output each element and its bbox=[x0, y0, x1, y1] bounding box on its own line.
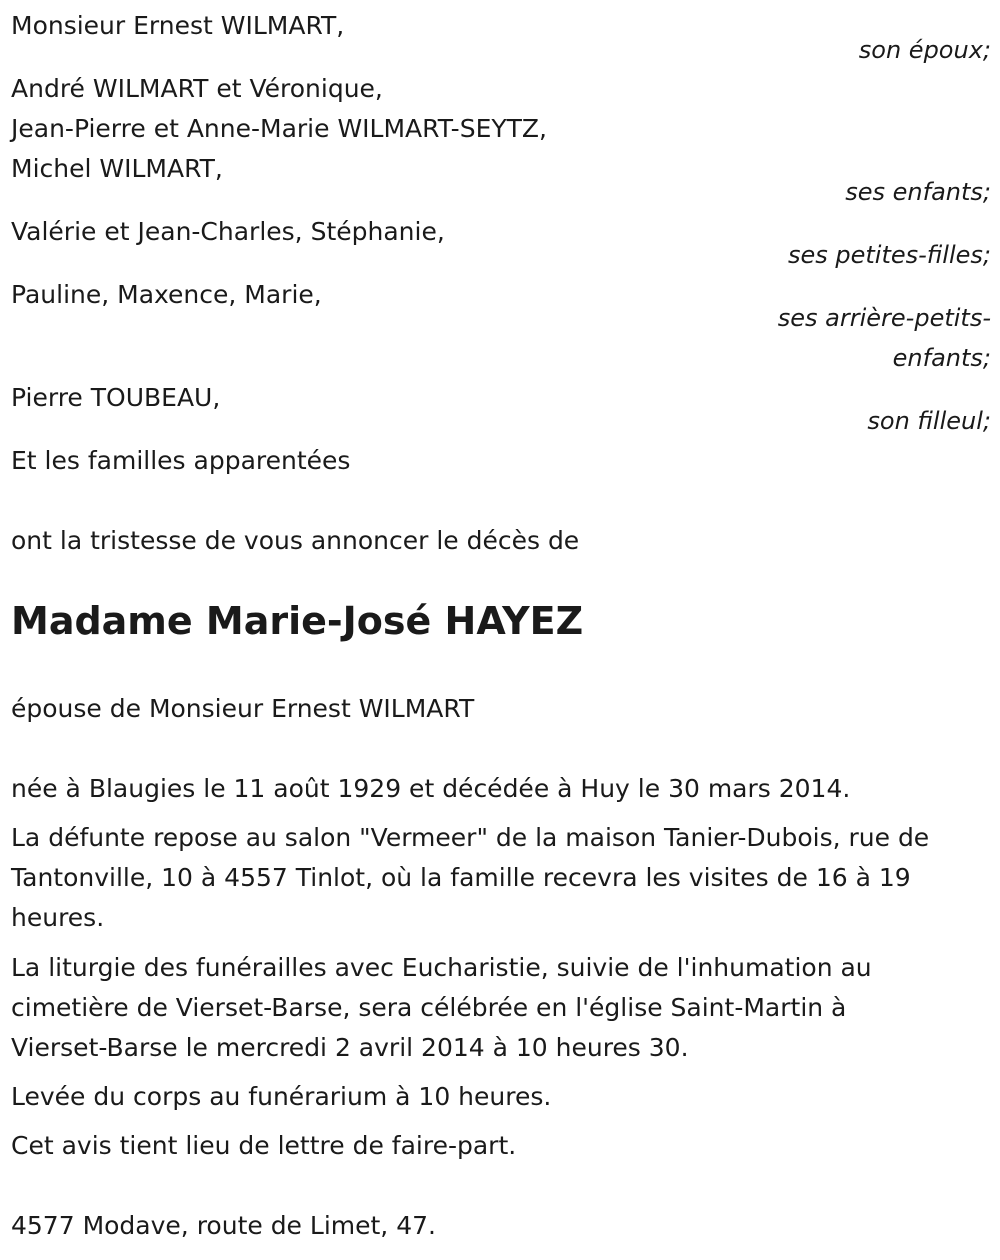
godson-name: Pierre TOUBEAU, bbox=[11, 383, 221, 412]
notice-line: Cet avis tient lieu de lettre de faire-part. bbox=[11, 1131, 517, 1160]
resting-place-line: heures. bbox=[11, 903, 105, 932]
grandchildren-names: Valérie et Jean-Charles, Stéphanie, bbox=[11, 217, 445, 246]
liturgy-line: La liturgie des funérailles avec Eucharistie, suivie de l'inhumation au bbox=[11, 953, 872, 982]
godson-role: son filleul; bbox=[867, 407, 991, 435]
resting-place-line: La défunte repose au salon "Vermeer" de la maison Tanier-Dubois, rue de bbox=[11, 823, 930, 852]
levee-line: Levée du corps au funérarium à 10 heures. bbox=[11, 1082, 552, 1111]
relatives-line: Et les familles apparentées bbox=[11, 446, 351, 475]
child-name: André WILMART et Véronique, bbox=[11, 74, 383, 103]
children-role: ses enfants; bbox=[845, 178, 991, 206]
great-grandchildren-role: enfants; bbox=[892, 344, 991, 372]
spouse-role: son époux; bbox=[858, 36, 991, 64]
spouse-name: Monsieur Ernest WILMART, bbox=[11, 11, 345, 40]
child-name: Jean-Pierre et Anne-Marie WILMART-SEYTZ, bbox=[11, 114, 547, 143]
address-line: 4577 Modave, route de Limet, 47. bbox=[11, 1211, 436, 1240]
resting-place-line: Tantonville, 10 à 4557 Tinlot, où la famille recevra les visites de 16 à 19 bbox=[11, 863, 911, 892]
liturgy-line: cimetière de Vierset-Barse, sera célébrée en l'église Saint-Martin à bbox=[11, 993, 847, 1022]
deceased-name: Madame Marie-José HAYEZ bbox=[11, 599, 584, 643]
announcement-intro: ont la tristesse de vous annoncer le décès de bbox=[11, 526, 580, 555]
birth-death-line: née à Blaugies le 11 août 1929 et décédée à Huy le 30 mars 2014. bbox=[11, 774, 851, 803]
spouse-of-line: épouse de Monsieur Ernest WILMART bbox=[11, 694, 475, 723]
liturgy-line: Vierset-Barse le mercredi 2 avril 2014 à 10 heures 30. bbox=[11, 1033, 689, 1062]
great-grandchildren-names: Pauline, Maxence, Marie, bbox=[11, 280, 322, 309]
great-grandchildren-role: ses arrière-petits- bbox=[777, 304, 991, 332]
child-name: Michel WILMART, bbox=[11, 154, 223, 183]
grandchildren-role: ses petites-filles; bbox=[787, 241, 991, 269]
